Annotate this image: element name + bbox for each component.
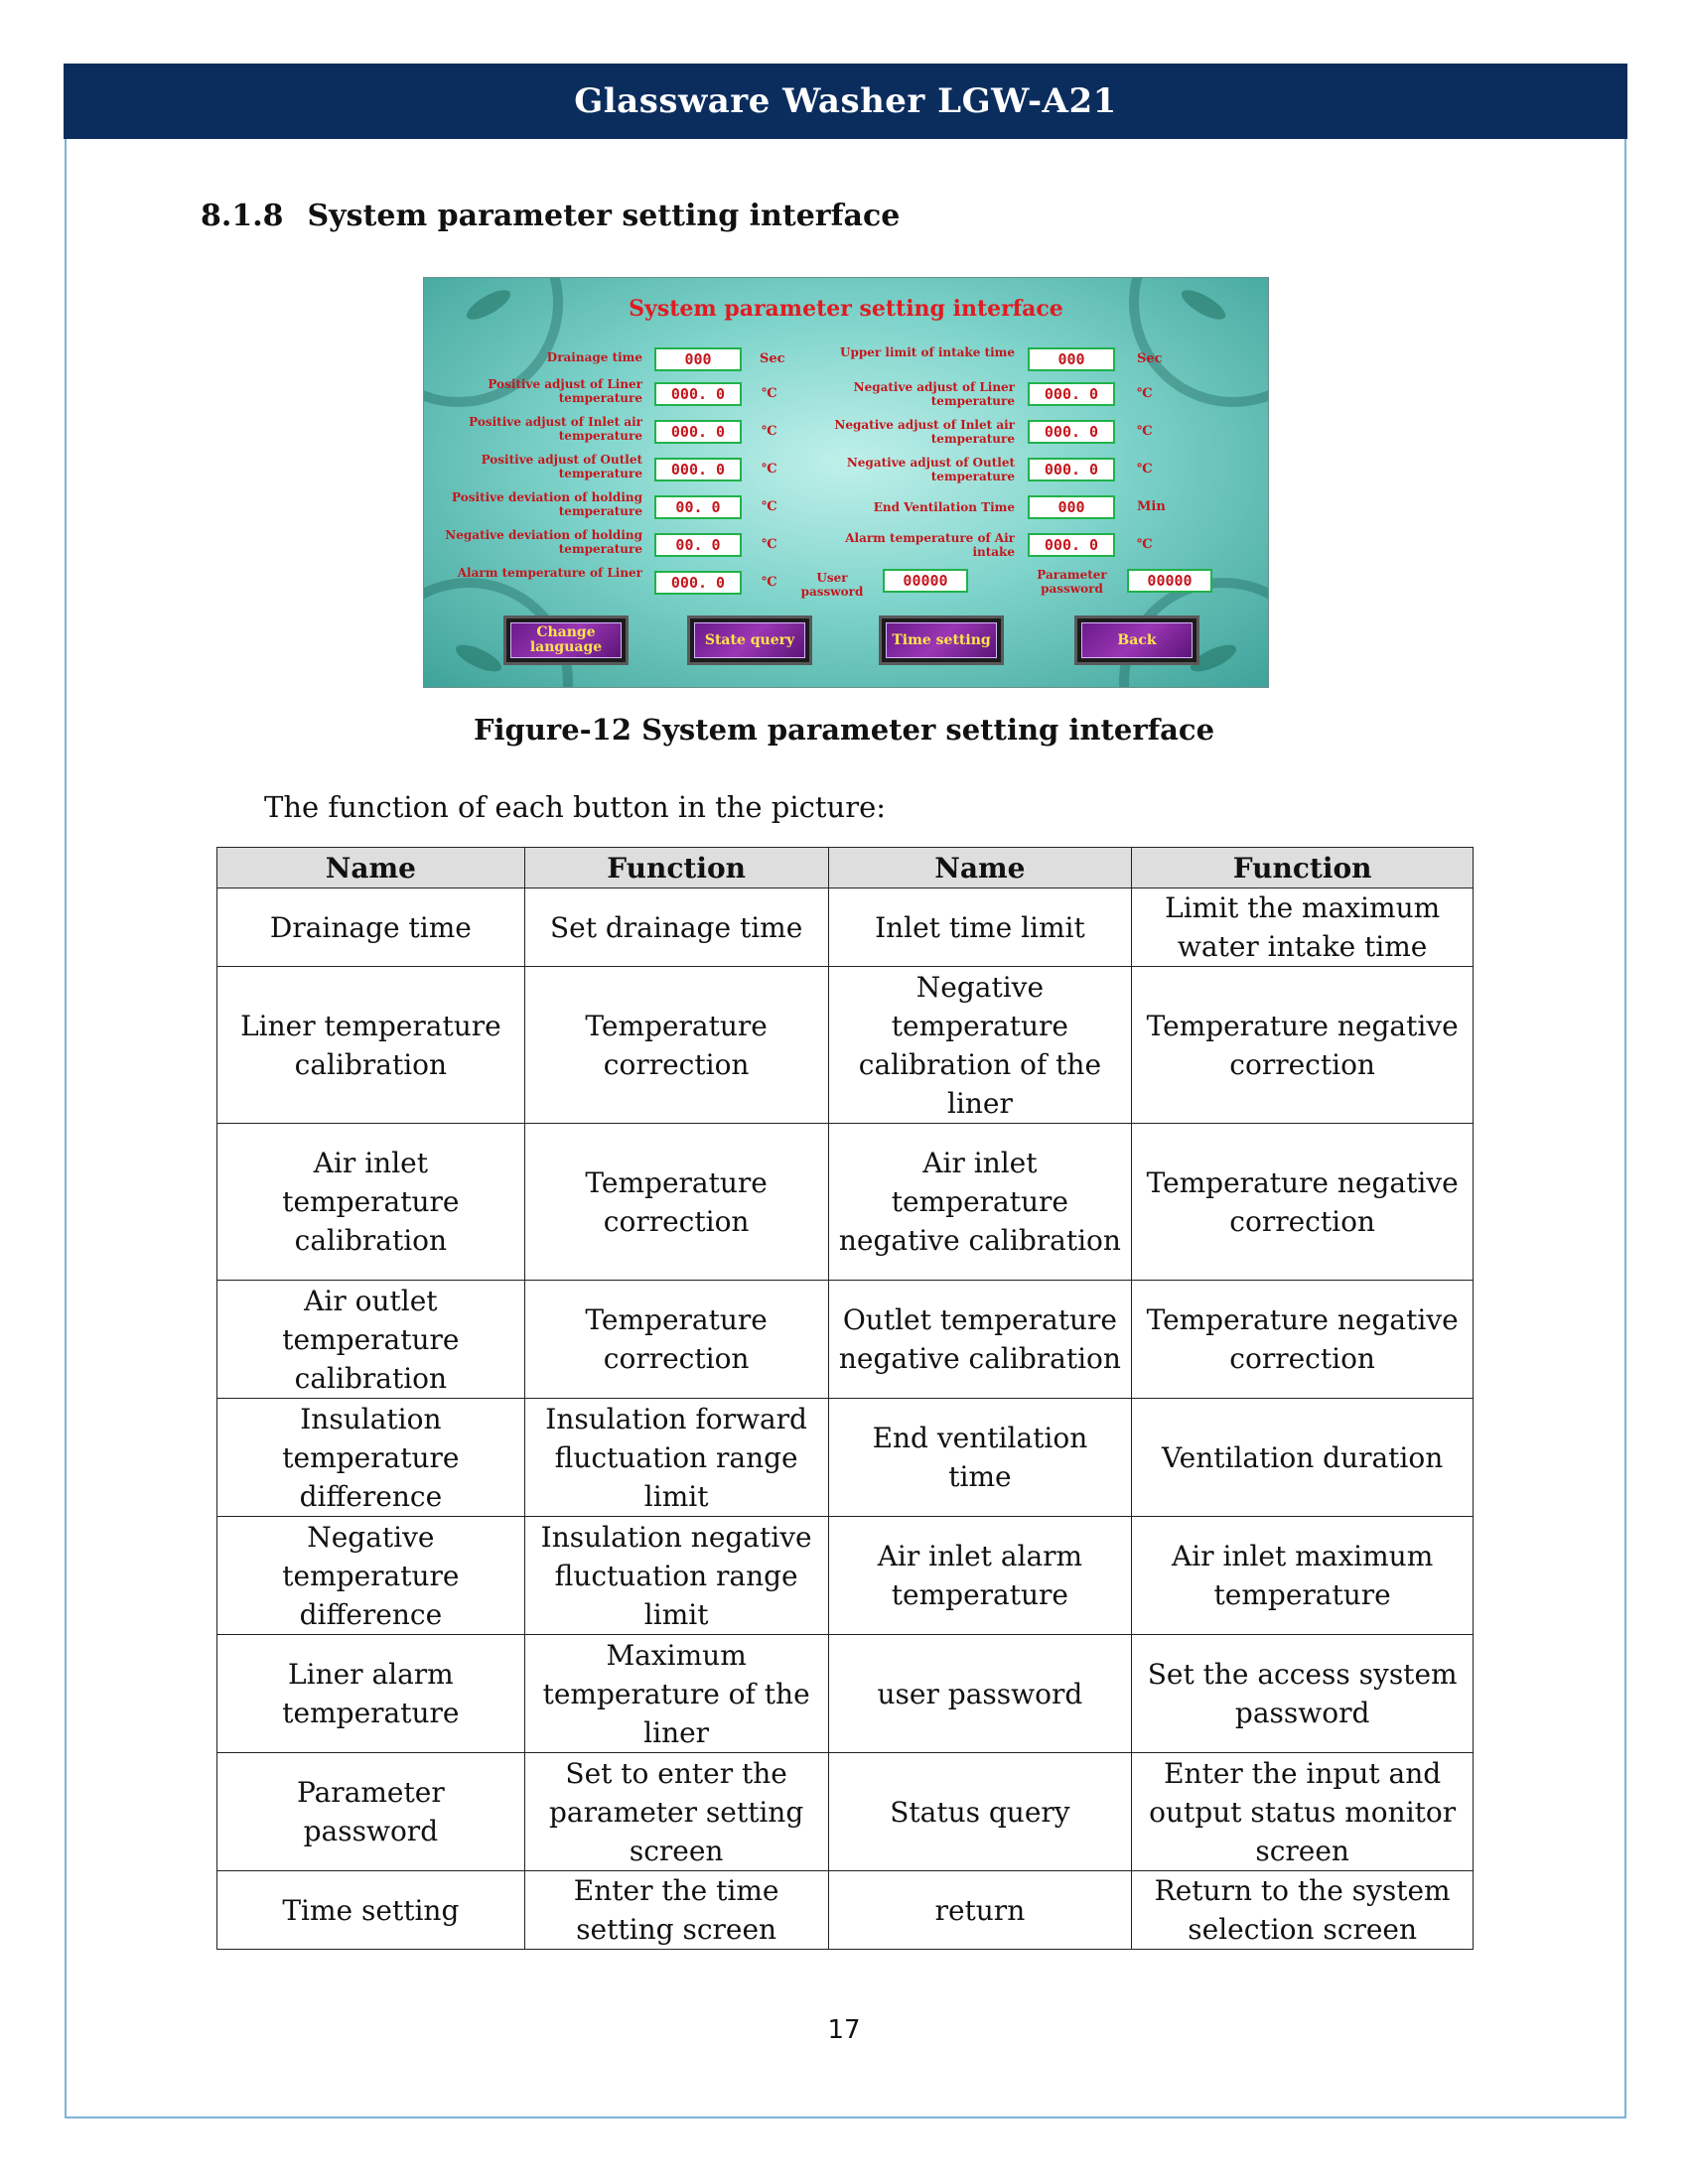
table-cell: Enter the input and output status monitor screen <box>1132 1753 1474 1871</box>
param-label: Drainage time <box>546 350 642 364</box>
liner-temp-positive-field[interactable]: 000. 0 <box>654 382 742 406</box>
unit: ℃ <box>762 499 777 514</box>
table-cell: Return to the system selection screen <box>1132 1871 1474 1950</box>
table-cell: Insulation temperature difference <box>217 1399 525 1517</box>
table-cell: Air outlet temperature calibration <box>217 1281 525 1399</box>
table-cell: Outlet temperature negative calibration <box>828 1281 1132 1399</box>
table-row <box>217 1871 1474 1950</box>
table-cell: Air inlet temperature negative calibration <box>828 1124 1132 1281</box>
unit: ℃ <box>1137 386 1153 401</box>
table-cell: End ventilation time <box>828 1399 1132 1517</box>
end-ventilation-time-field[interactable]: 000 <box>1028 495 1115 519</box>
table-cell: Insulation forward fluctuation range limit <box>524 1399 828 1517</box>
table-row <box>217 1281 1474 1399</box>
table-row <box>217 1635 1474 1753</box>
figure-caption: Figure-12 System parameter setting interface <box>473 713 1215 747</box>
document-header: Glassware Washer LGW-A21 <box>64 64 1627 139</box>
outlet-temp-negative-field[interactable]: 000. 0 <box>1028 458 1115 481</box>
screen-title: System parameter setting interface <box>629 296 1063 322</box>
param-label: Negative adjust of Outlet temperature <box>846 456 1015 483</box>
param-label: User password <box>800 571 864 599</box>
table-row <box>217 1517 1474 1635</box>
table-header-row <box>217 848 1474 888</box>
hmi-screenshot <box>423 277 1269 688</box>
unit: Sec <box>1137 351 1163 366</box>
intro-text: The function of each button in the picture: <box>264 790 887 824</box>
table-cell: Liner alarm temperature <box>217 1635 525 1753</box>
table-cell: Status query <box>828 1753 1132 1871</box>
table-cell: Set drainage time <box>524 888 828 967</box>
table-cell: Limit the maximum water intake time <box>1132 888 1474 967</box>
user-password-field[interactable]: 00000 <box>883 569 968 593</box>
outlet-temp-positive-field[interactable]: 000. 0 <box>654 458 742 481</box>
table-cell: Inlet time limit <box>828 888 1132 967</box>
param-label: Negative adjust of Liner temperature <box>853 380 1015 408</box>
table-cell: Time setting <box>217 1871 525 1950</box>
table-cell: Negative temperature calibration of the liner <box>828 967 1132 1124</box>
table-cell: Liner temperature calibration <box>217 967 525 1124</box>
column-header: Name <box>828 848 1132 888</box>
table-cell: Air inlet temperature calibration <box>217 1124 525 1281</box>
column-header: Function <box>1132 848 1474 888</box>
liner-temp-negative-field[interactable]: 000. 0 <box>1028 382 1115 406</box>
unit: Sec <box>760 351 785 366</box>
param-label: Parameter password <box>1037 568 1107 596</box>
drainage-time-field[interactable]: 000 <box>654 347 742 371</box>
button-function-table <box>216 847 1474 1950</box>
unit: ℃ <box>1137 462 1153 477</box>
table-row <box>217 888 1474 967</box>
table-cell: Enter the time setting screen <box>524 1871 828 1950</box>
inlet-temp-negative-field[interactable]: 000. 0 <box>1028 420 1115 444</box>
param-label: Alarm temperature of Air intake <box>845 531 1015 559</box>
section-number: 8.1.8 <box>201 199 284 233</box>
param-label: Positive adjust of Inlet air temperature <box>469 415 642 443</box>
param-label: Positive adjust of Liner temperature <box>488 377 642 405</box>
button-label: State query <box>694 622 805 658</box>
holding-deviation-negative-field[interactable]: 00. 0 <box>654 533 742 557</box>
unit: Min <box>1137 499 1166 514</box>
page-number: 17 <box>827 2015 861 2045</box>
holding-deviation-positive-field[interactable]: 00. 0 <box>654 495 742 519</box>
table-cell: Temperature correction <box>524 1124 828 1281</box>
unit: ℃ <box>762 537 777 552</box>
state-query-button[interactable] <box>687 615 812 665</box>
unit: ℃ <box>1137 537 1153 552</box>
table-cell: Insulation negative fluctuation range limit <box>524 1517 828 1635</box>
unit: ℃ <box>762 575 777 590</box>
table-cell: Drainage time <box>217 888 525 967</box>
button-label: Change language <box>510 622 622 658</box>
inlet-temp-positive-field[interactable]: 000. 0 <box>654 420 742 444</box>
param-label: Positive deviation of holding temperature <box>452 490 642 518</box>
table-cell: Set to enter the parameter setting screen <box>524 1753 828 1871</box>
table-cell: Temperature correction <box>524 967 828 1124</box>
unit: ℃ <box>762 386 777 401</box>
param-label: Upper limit of intake time <box>840 345 1015 359</box>
column-header: Name <box>217 848 525 888</box>
table-cell: Set the access system password <box>1132 1635 1474 1753</box>
table-cell: user password <box>828 1635 1132 1753</box>
back-button[interactable] <box>1074 615 1199 665</box>
table-row <box>217 1399 1474 1517</box>
table-cell: Temperature negative correction <box>1132 1281 1474 1399</box>
table-cell: Temperature correction <box>524 1281 828 1399</box>
air-intake-alarm-temp-field[interactable]: 000. 0 <box>1028 533 1115 557</box>
table-row <box>217 967 1474 1124</box>
parameter-password-field[interactable]: 00000 <box>1127 569 1212 593</box>
section-title: System parameter setting interface <box>307 199 901 233</box>
unit: ℃ <box>762 424 777 439</box>
table-cell: Air inlet maximum temperature <box>1132 1517 1474 1635</box>
table-cell: Temperature negative correction <box>1132 1124 1474 1281</box>
button-label: Time setting <box>886 622 997 658</box>
table-cell: Maximum temperature of the liner <box>524 1635 828 1753</box>
param-label: End Ventilation Time <box>873 500 1015 514</box>
liner-alarm-temp-field[interactable]: 000. 0 <box>654 571 742 595</box>
section-heading <box>201 199 900 233</box>
column-header: Function <box>524 848 828 888</box>
unit: ℃ <box>762 462 777 477</box>
table-row <box>217 1124 1474 1281</box>
table-cell: Negative temperature difference <box>217 1517 525 1635</box>
table-cell: Air inlet alarm temperature <box>828 1517 1132 1635</box>
table-row <box>217 1753 1474 1871</box>
param-label: Negative adjust of Inlet air temperature <box>834 418 1015 446</box>
intake-time-limit-field[interactable]: 000 <box>1028 347 1115 371</box>
table-cell: Parameter password <box>217 1753 525 1871</box>
change-language-button[interactable] <box>503 615 629 665</box>
param-label: Positive adjust of Outlet temperature <box>481 453 642 480</box>
unit: ℃ <box>1137 424 1153 439</box>
table-cell: return <box>828 1871 1132 1950</box>
table-cell: Ventilation duration <box>1132 1399 1474 1517</box>
table-cell: Temperature negative correction <box>1132 967 1474 1124</box>
time-setting-button[interactable] <box>879 615 1004 665</box>
param-label: Negative deviation of holding temperature <box>445 528 642 556</box>
button-label: Back <box>1081 622 1193 658</box>
param-label: Alarm temperature of Liner <box>457 566 642 580</box>
